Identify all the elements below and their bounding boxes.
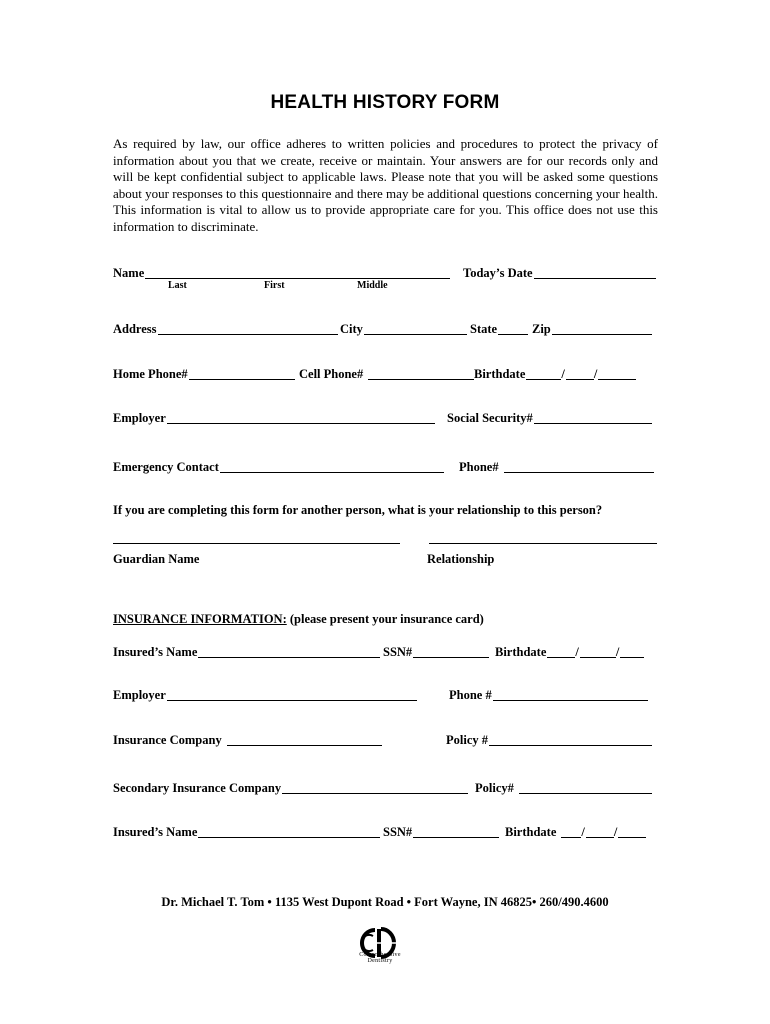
insurance-company-row [113,732,658,750]
insured-2-birth-day-field[interactable] [586,825,614,838]
insurance-heading: INSURANCE INFORMATION: [113,612,287,626]
employer-label: Employer [113,411,166,425]
emergency-contact-label: Emergency Contact [113,460,219,474]
guardian-lines-row [113,530,658,548]
insurance-employer-field[interactable] [167,688,417,701]
privacy-notice: As required by law, our office adheres to written policies and procedures to protect the privacy of information about you that we create, receive or maintain. Your answers are for our records only and will be kept confidential subject to applicable laws. Please note that you will be asked some questions about your responses to this questionnaire and there may be additional questions concerning your health. This information is vital to allow us to provide appropriate care for you. This office does not use this information to discriminate. [113,136,658,234]
name-part-last: Last [168,280,187,291]
policy-field[interactable] [489,733,652,746]
birth-year-field[interactable] [598,367,636,380]
emergency-row [113,459,658,477]
insured-ssn-field[interactable] [413,645,489,658]
insurance-phone-field[interactable] [493,688,648,701]
todays-date-label: Today’s Date [463,266,533,280]
insured-name-field[interactable] [198,645,380,658]
insured-ssn-2-field[interactable] [413,825,499,838]
state-label: State [470,322,498,336]
policy-label: Policy # [446,733,489,747]
name-label: Name [113,266,145,280]
address-label: Address [113,322,157,336]
birth-month-field[interactable] [526,367,561,380]
zip-field[interactable] [552,322,652,335]
insured-birthdate-label: Birthdate [495,645,547,659]
ssn-field[interactable] [534,411,652,424]
name-part-first: First [264,280,285,291]
secondary-policy-field[interactable] [519,781,652,794]
emergency-phone-field[interactable] [504,460,654,473]
birth-day-field[interactable] [566,367,594,380]
insurance-heading-note: (please present your insurance card) [286,612,484,626]
relationship-label: Relationship [427,552,495,566]
city-field[interactable] [364,322,467,335]
ssn-label: Social Security# [447,411,533,425]
name-field[interactable] [145,266,450,279]
phone-row: Home Phone# Cell Phone# Birthdate / / [113,366,658,384]
secondary-company-label: Secondary Insurance Company [113,781,282,795]
guardian-name-label: Guardian Name [113,552,200,566]
secondary-insurance-row [113,780,658,798]
secondary-policy-label: Policy# [475,781,514,795]
guardian-labels-row [113,551,658,569]
insured-2-birth-year-field[interactable] [618,825,646,838]
logo-caption: Comprehensive Dentistry [359,952,401,964]
home-phone-label: Home Phone# [113,367,188,381]
insured-2-birth-month-field[interactable] [561,825,581,838]
insurance-heading-row [113,611,658,629]
insured-2-row: Insured’s Name SSN# Birthdate / / [113,824,658,842]
insured-name-2-label: Insured’s Name [113,825,198,839]
zip-label: Zip [532,322,551,336]
relationship-field[interactable] [429,531,657,544]
insurance-company-field[interactable] [227,733,382,746]
todays-date-field[interactable] [534,266,656,279]
guardian-name-field[interactable] [113,531,400,544]
insured-ssn-label: SSN# [383,645,413,659]
home-phone-field[interactable] [189,367,295,380]
emergency-contact-field[interactable] [220,460,444,473]
insured-birth-day-field[interactable] [580,645,616,658]
insured-birth-year-field[interactable] [620,645,644,658]
employer-field[interactable] [167,411,435,424]
secondary-company-field[interactable] [282,781,468,794]
insured-name-2-field[interactable] [198,825,380,838]
insurance-employer-row [113,687,658,705]
insured-birthdate-2-label: Birthdate [505,825,557,839]
insured-row: Insured’s Name SSN# Birthdate / / [113,644,658,662]
emergency-phone-label: Phone# [459,460,499,474]
employer-row [113,410,658,428]
city-label: City [340,322,363,336]
address-row [113,321,658,339]
cell-phone-label: Cell Phone# [299,367,364,381]
state-field[interactable] [498,322,528,335]
form-title: HEALTH HISTORY FORM [270,92,500,113]
address-field[interactable] [158,322,338,335]
practice-address-footer: Dr. Michael T. Tom • 1135 West Dupont Road • Fort Wayne, IN 46825• 260/490.4600 [161,895,609,909]
insurance-phone-label: Phone # [449,688,492,702]
insured-birth-month-field[interactable] [547,645,575,658]
name-part-middle: Middle [357,280,388,291]
insurance-employer-label: Employer [113,688,166,702]
birthdate-label: Birthdate [474,367,526,381]
insurance-company-label: Insurance Company [113,733,222,747]
insured-name-label: Insured’s Name [113,645,198,659]
guardian-question: If you are completing this form for another person, what is your relationship to this person? [113,503,603,517]
insured-ssn-2-label: SSN# [383,825,413,839]
cell-phone-field[interactable] [368,367,474,380]
